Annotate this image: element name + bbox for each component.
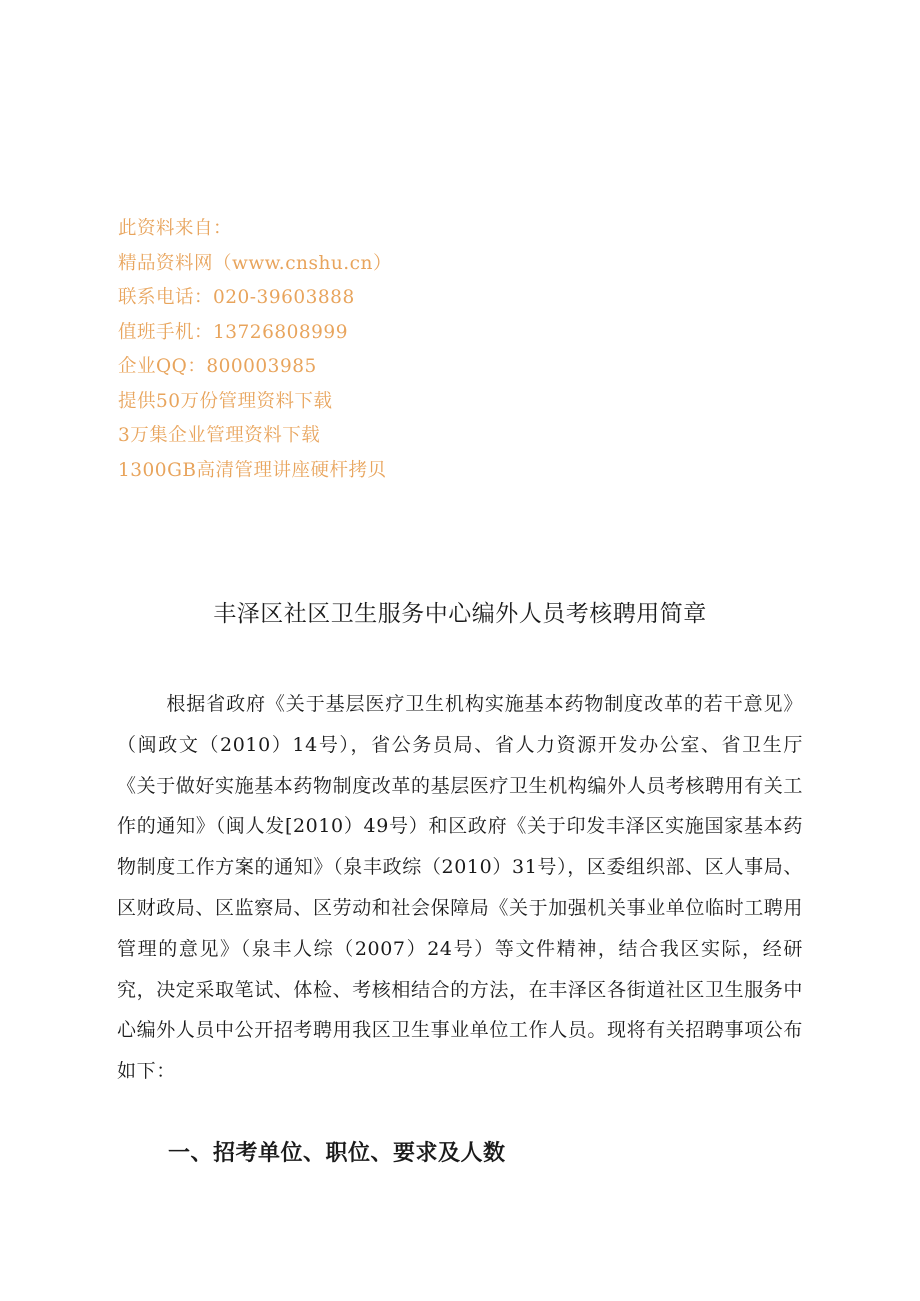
source-line-phone: 联系电话：020-39603888 xyxy=(118,287,355,308)
source-line-qq: 企业QQ：800003985 xyxy=(118,356,317,377)
intro-paragraph: 根据省政府《关于基层医疗卫生机构实施基本药物制度改革的若干意见》（闽政文（2010）14号），省公务员局、省人力资源开发办公室、省卫生厅《关于做好实施基本药物制度改革的基层医疗卫生机构编外人员考核聘用有关工作的通知》（闽人发[2010）49号）和区政府《关于印发丰泽区实施国家基本药物制度工作方案的通知》（泉丰政综（2010）31号），区委组织部、区人事局、区财政局、区监察局、区劳动和社会保障局《关于加强机关事业单位临时工聘用管理的意见》（泉丰人综（2007）24号）等文件精神，结合我区实际，经研究，决定采取笔试、体检、考核相结合的方法，在丰泽区各街道社区卫生服务中心编外人员中公开招考聘用我区卫生事业单位工作人员。现将有关招聘事项公布如下： xyxy=(117,693,804,1083)
document-title: 丰泽区社区卫生服务中心编外人员考核聘用简章 xyxy=(213,601,707,627)
source-line-offer-1: 提供50万份管理资料下载 xyxy=(118,390,333,412)
source-line-offer-3: 1300GB高清管理讲座硬杆拷贝 xyxy=(118,459,387,481)
source-line-website: 精品资料网（www.cnshu.cn） xyxy=(118,252,392,274)
source-line-offer-2: 3万集企业管理资料下载 xyxy=(118,425,321,446)
source-info-block xyxy=(118,212,392,488)
section-heading-1: 一、招考单位、职位、要求及人数 xyxy=(168,1141,506,1166)
source-line-mobile: 值班手机：13726808999 xyxy=(118,321,348,343)
source-line-intro: 此资料来自： xyxy=(118,218,233,239)
